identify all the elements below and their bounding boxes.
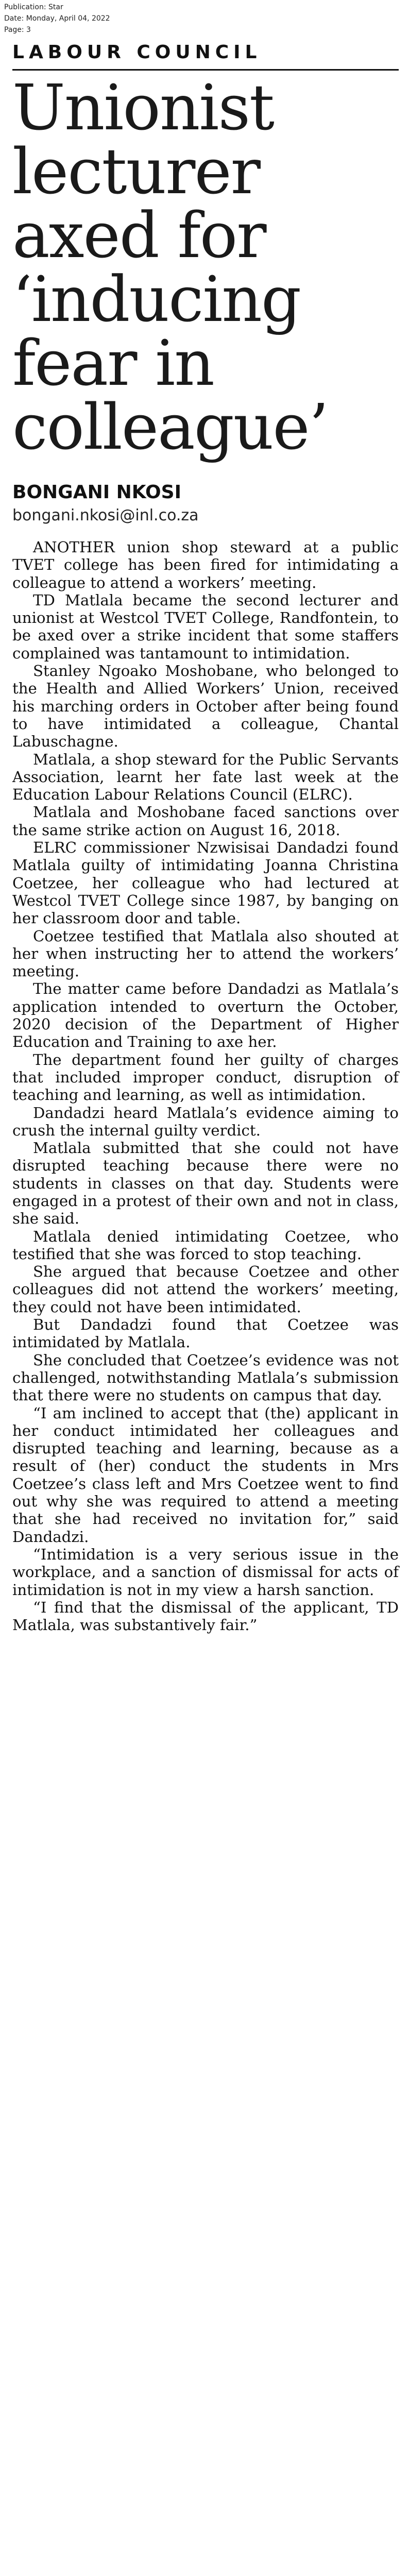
headline: Unionist lecturer axed for ‘inducing fear in colleague’ <box>12 71 328 464</box>
paragraph: The matter came before Dandadzi as Matlala’s application intended to overturn the October, 2020 decision of the Department of Higher Education and Training to axe her. <box>12 980 399 1051</box>
publication-label: Publication: Star <box>4 3 63 11</box>
paragraph: Dandadzi heard Matlala’s evidence aiming to crush the internal guilty verdict. <box>12 1104 399 1139</box>
paragraph: But Dandadzi found that Coetzee was intimidated by Matlala. <box>12 1316 399 1351</box>
article <box>12 41 399 1634</box>
paragraph: The department found her guilty of charges that included improper conduct, disruption of teaching and learning, as well as intimidation. <box>12 1050 399 1104</box>
paragraph: “Intimidation is a very serious issue in the workplace, and a sanction of dismissal for acts of intimidation is not in my view a harsh sanction. <box>12 1545 399 1599</box>
section-rule <box>12 69 399 71</box>
paragraph: “I am inclined to accept that (the) applicant in her conduct intimidated her colleagues and disrupted teaching and learning, because as a result of (her) conduct the students in Mrs Coetzee’s class left and Mrs Coetzee went to find out why she was required to attend a meeting that she had received no invitation for,” said Dandadzi. <box>12 1404 399 1546</box>
paragraph: “I find that the dismissal of the applicant, TD Matlala, was substantively fair.” <box>12 1598 399 1634</box>
paragraph: She concluded that Coetzee’s evidence was not challenged, notwithstanding Matlala’s submission that there were no students on campus that day. <box>12 1351 399 1404</box>
paragraph: Coetzee testified that Matlala also shouted at her when instructing her to attend the workers’ meeting. <box>12 927 399 980</box>
paragraph: Stanley Ngoako Moshobane, who belonged to the Health and Allied Workers’ Union, received his marching orders in October after being found to have intimidated a colleague, Chantal Labuschagne. <box>12 662 399 751</box>
article-body <box>12 538 399 1634</box>
paragraph: ELRC commissioner Nzwisisai Dandadzi found Matlala guilty of intimidating Joanna Christina Coetzee, her colleague who had lectured at Westcol TVET College since 1987, by banging on her classroom door and table. <box>12 839 399 927</box>
paragraph: She argued that because Coetzee and other colleagues did not attend the workers’ meeting, they could not have been intimidated. <box>12 1263 399 1316</box>
paragraph: Matlala denied intimidating Coetzee, who testified that she was forced to stop teaching. <box>12 1227 399 1263</box>
paragraph: Matlala and Moshobane faced sanctions over the same strike action on August 16, 2018. <box>12 803 399 839</box>
paragraph: Matlala submitted that she could not have disrupted teaching because there were no students in classes on that day. Students were engaged in a protest of their own and not in class, she said. <box>12 1139 399 1228</box>
paragraph: ANOTHER union shop steward at a public TVET college has been fired for intimidating a colleague to attend a workers’ meeting. <box>12 538 399 591</box>
section-label: LABOUR COUNCIL <box>12 42 262 63</box>
paragraph: Matlala, a shop steward for the Public Servants Association, learnt her fate last week at the Education Labour Relations Council (ELRC). <box>12 750 399 804</box>
author-email: bongani.nkosi@inl.co.za <box>12 506 199 524</box>
page-label: Page: 3 <box>4 26 31 34</box>
paragraph: TD Matlala became the second lecturer and unionist at Westcol TVET College, Randfontein, to be axed over a strike incident that some staffers complained was tantamount to intimidation. <box>12 591 399 662</box>
date-label: Date: Monday, April 04, 2022 <box>4 14 110 23</box>
byline: BONGANI NKOSI <box>12 482 181 503</box>
